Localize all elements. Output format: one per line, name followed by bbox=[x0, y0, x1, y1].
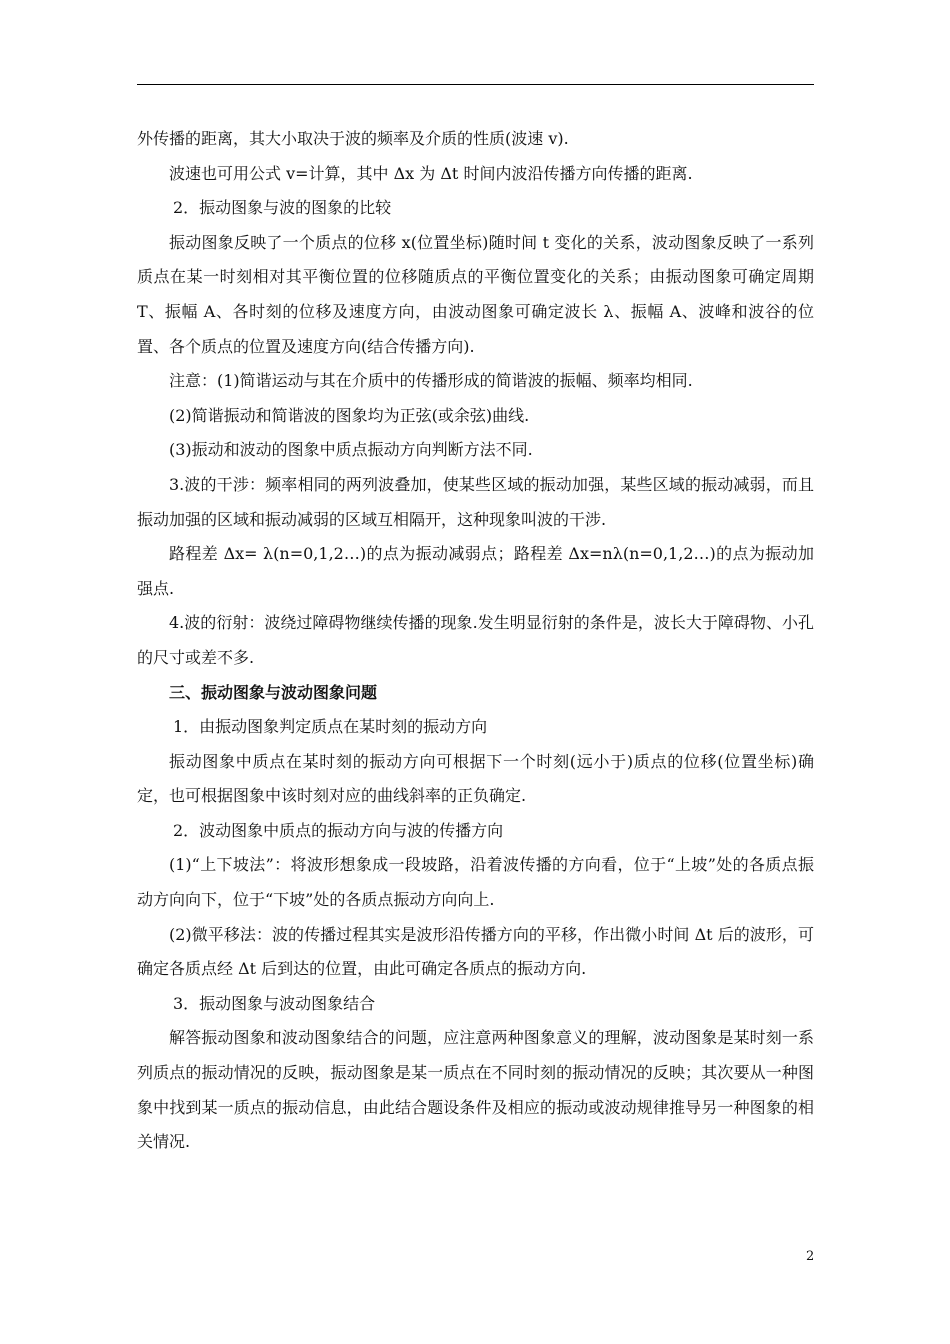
subheading: 1．由振动图象判定质点在某时刻的振动方向 bbox=[173, 717, 488, 737]
paragraph: (3)振动和波动的图象中质点振动方向判断方法不同. bbox=[169, 440, 533, 460]
paragraph: 外传播的距离，其大小取决于波的频率及介质的性质(波速 v). bbox=[137, 129, 569, 148]
paragraph: 波速也可用公式 v=计算，其中 Δx 为 Δt 时间内波沿传播方向传播的距离. bbox=[169, 163, 693, 183]
paragraph: 振动图象反映了一个质点的位移 x(位置坐标)随时间 t 变化的关系，波动图象反映了一系列质点在某一时刻相对其平衡位置的位移随质点的平衡位置变化的关系；由振动图象可确定周期 T、振幅 A、各时刻的位移及速度方向，由波动图象可确定波长 λ、振幅 A、波峰和波谷的位置、各个质点的位置及速度方向(结合传播方向). bbox=[137, 232, 814, 356]
paragraph: 振动图象中质点在某时刻的振动方向可根据下一个时刻(远小于)质点的位移(位置坐标)确定，也可根据图象中该时刻对应的曲线斜率的正负确定. bbox=[137, 751, 814, 806]
paragraph: 3.波的干涉：频率相同的两列波叠加，使某些区域的振动加强，某些区域的振动减弱，而且振动加强的区域和振动减弱的区域互相隔开，这种现象叫波的干涉. bbox=[137, 474, 814, 529]
page-body bbox=[137, 122, 814, 1160]
paragraph: 路程差 Δx= λ(n=0,1,2…)的点为振动减弱点；路程差 Δx=nλ(n=0,1,2…)的点为振动加强点. bbox=[137, 544, 814, 598]
paragraph: 4.波的衍射：波绕过障碍物继续传播的现象.发生明显衍射的条件是，波长大于障碍物、小孔的尺寸或差不多. bbox=[137, 613, 814, 667]
header-rule bbox=[137, 84, 814, 85]
subheading: 3．振动图象与波动图象结合 bbox=[173, 993, 376, 1013]
paragraph: (2)简谐振动和简谐波的图象均为正弦(或余弦)曲线. bbox=[169, 405, 530, 425]
page-number: 2 bbox=[806, 1249, 815, 1264]
paragraph: 解答振动图象和波动图象结合的问题，应注意两种图象意义的理解，波动图象是某时刻一系列质点的振动情况的反映，振动图象是某一质点在不同时刻的振动情况的反映；其次要从一种图象中找到某一质点的振动信息，由此结合题设条件及相应的振动或波动规律推导另一种图象的相关情况. bbox=[137, 1028, 814, 1152]
subheading: 2．振动图象与波的图象的比较 bbox=[173, 198, 392, 218]
paragraph: (2)微平移法：波的传播过程其实是波形沿传播方向的平移，作出微小时间 Δt 后的波形，可确定各质点经 Δt 后到达的位置，由此可确定各质点的振动方向. bbox=[137, 924, 814, 979]
section-heading: 三、振动图象与波动图象问题 bbox=[169, 682, 378, 702]
subheading: 2．波动图象中质点的振动方向与波的传播方向 bbox=[173, 820, 504, 840]
paragraph: (1)“上下坡法”：将波形想象成一段坡路，沿着波传播的方向看，位于“上坡”处的各质点振动方向向下，位于“下坡”处的各质点振动方向向上. bbox=[137, 855, 814, 910]
paragraph: 注意：(1)简谐运动与其在介质中的传播形成的简谐波的振幅、频率均相同. bbox=[169, 371, 693, 391]
